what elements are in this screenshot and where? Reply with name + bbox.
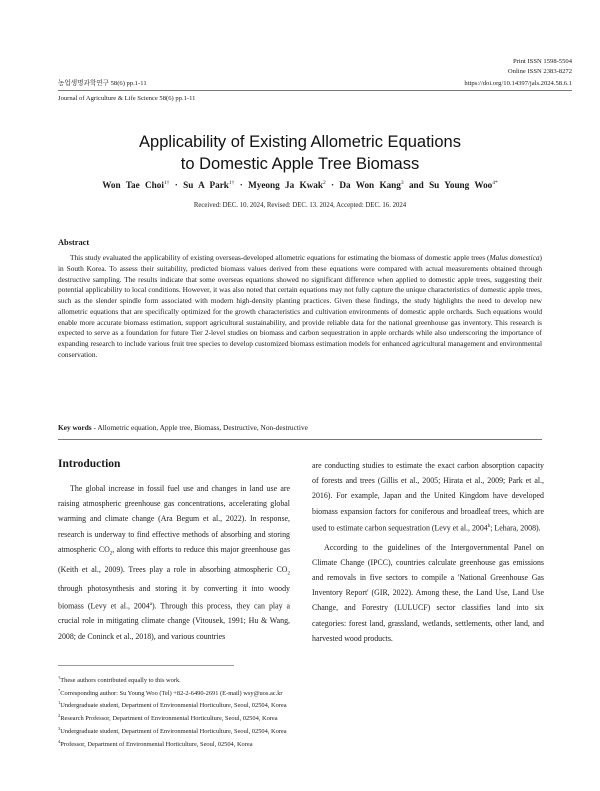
journal-korean: 농업생명과학연구 58(6) pp.1-11 <box>58 80 147 87</box>
print-issn: Print ISSN 1598-5504 <box>513 58 572 65</box>
keywords-label: Key words <box>58 423 92 432</box>
intro-paragraph-1-cont: are conducting studies to estimate the exact carbon absorption capacity of forests and trees (Gillis et al., 2005; Hirata et al., 2009; Park et al., 2016). For example, Japan and the United Kingdom have developed biomass expansion factors for coniferous and broadleaf trees, which are used to estimate carbon sequestration (Levy et al., 2004$^b$; Lehara, 2008). <box>312 461 544 533</box>
doi-link[interactable]: https://doi.org/10.14397/jals.2024.58.6.1 <box>464 80 572 87</box>
keywords: Key words - Allometric equation, Apple tree, Biomass, Destructive, Non-destructive <box>58 423 308 432</box>
author-list: Won Tae Choi$^{1\dagger}$ · Su A Park$^{1\dagger}$ · Myeong Ja Kwak$^2$ · Da Won Kang$^3$ and Su Young Woo$^{4*}$ <box>102 180 498 191</box>
author-5: Su Young Woo$^{4*}$ <box>429 180 498 191</box>
keywords-text: Allometric equation, Apple tree, Biomass, Destructive, Non-destructive <box>97 423 308 432</box>
author-2: Su A Park$^{1\dagger}$ <box>183 180 235 191</box>
abstract-rule <box>58 439 542 440</box>
footnotes <box>58 673 542 749</box>
author-3: Myeong Ja Kwak$^2$ <box>248 180 326 191</box>
footnote-rule <box>58 665 234 666</box>
footnote-affiliation-4: $^4$Professor, Department of Environmental Horticulture, Seoul, 02504, Korea <box>58 738 253 748</box>
intro-left-column <box>58 481 290 644</box>
abstract-heading: Abstract <box>58 238 90 247</box>
author-4: Da Won Kang$^3$ <box>339 180 404 191</box>
footnote-affiliation-2: $^2$Research Professor, Department of Environmental Horticulture, Seoul, 02504, Korea <box>58 713 278 723</box>
submission-dates: Received: DEC. 10. 2024, Revised: DEC. 13. 2024, Accepted: DEC. 16. 2024 <box>193 202 407 209</box>
footnote-affiliation-1: $^1$Undergraduate student, Department of Environmental Horticulture, Seoul, 02504, Korea <box>58 700 287 710</box>
footnote-affiliation-3: $^3$Undergraduate student, Department of Environmental Horticulture, Seoul, 02504, Korea <box>58 725 287 735</box>
online-issn: Online ISSN 2383-8272 <box>507 68 572 75</box>
intro-paragraph-2: According to the guidelines of the Intergovernmental Panel on Climate Change (IPCC), countries calculate greenhouse gas emissions and removals in five sectors to compile a 'National Greenhouse Gas Inventory Report' (GIR, 2022). Among these, the Land Use, Land Use Change, and Forestry (LULUCF) sector classifies land into six categories: forest land, grassland, wetlands, settlements, other land, and harvested wood products. <box>312 542 544 643</box>
paper-title-line2: to Domestic Apple Tree Biomass <box>180 155 420 173</box>
species-name: Malus domestica <box>489 253 540 262</box>
footnote-corresponding-author: *Corresponding author: Su Young Woo (Tel) +82-2-6490-2691 (E-mail) wsy@uos.ac.kr <box>58 687 283 697</box>
paper-title-line1: Applicability of Existing Allometric Equations <box>139 133 461 151</box>
abstract-text: This study evaluated the applicability of existing overseas-developed allometric equations for estimating the biomass of domestic apple trees (Malus domestica) in South Korea. To assess their suitability, predicted biomass values derived from these equations were compared with actual measurements obtained through destructive sampling. The results indicate that some overseas equations showed no significant difference when applied to domestic apple trees, suggesting their potential applicability to local conditions. However, it was also noted that certain equations may not fully capture the unique characteristics of domestic apple trees, such as the slender spindle form associated with modern high-density planting practices. Given these findings, the study highlights the need to develop new allometric equations that are specifically optimized for the growth characteristics and cultivation environments of domestic apple orchards. Such equations would enable more accurate biomass estimation, support agricultural sustainability, and provide reliable data for the national greenhouse gas inventory. This research is expected to serve as a foundation for future Tier 2-level studies on biomass and carbon sequestration in apple orchards while also underscoring the importance of expanding research to include various fruit tree species to develop customized biomass estimation models for enhanced agricultural management and environmental conservation. <box>58 253 542 359</box>
introduction-heading: Introduction <box>58 458 121 470</box>
intro-paragraph-1: The global increase in fossil fuel use and changes in land use are raising atmospheric greenhouse gas concentrations, accelerating global warming and climate change (Ara Begum et al., 2022). In response, research is underway to find effective methods of absorbing and storing atmospheric $CO_2$, along with efforts to reduce this major greenhouse gas (Keith et al., 2009). Trees play a role in absorbing atmospheric $CO_2$ through photosynthesis and storing it by converting it into woody biomass (Levy et al., 2004$^a$). Through this process, they can play a crucial role in mitigating climate change (Vitousek, 1991; Hu & Wang, 2008; de Coninck et al., 2018), and various countries <box>58 484 291 641</box>
footnote-equal-contribution: †These authors contributed equally to this work. <box>58 675 181 685</box>
author-1: Won Tae Choi$^{1\dagger}$ <box>102 180 170 191</box>
journal-english: Journal of Agriculture & Life Science 58(6) pp.1-11 <box>58 95 196 102</box>
header-rule <box>58 90 572 91</box>
intro-right-column <box>312 458 544 646</box>
